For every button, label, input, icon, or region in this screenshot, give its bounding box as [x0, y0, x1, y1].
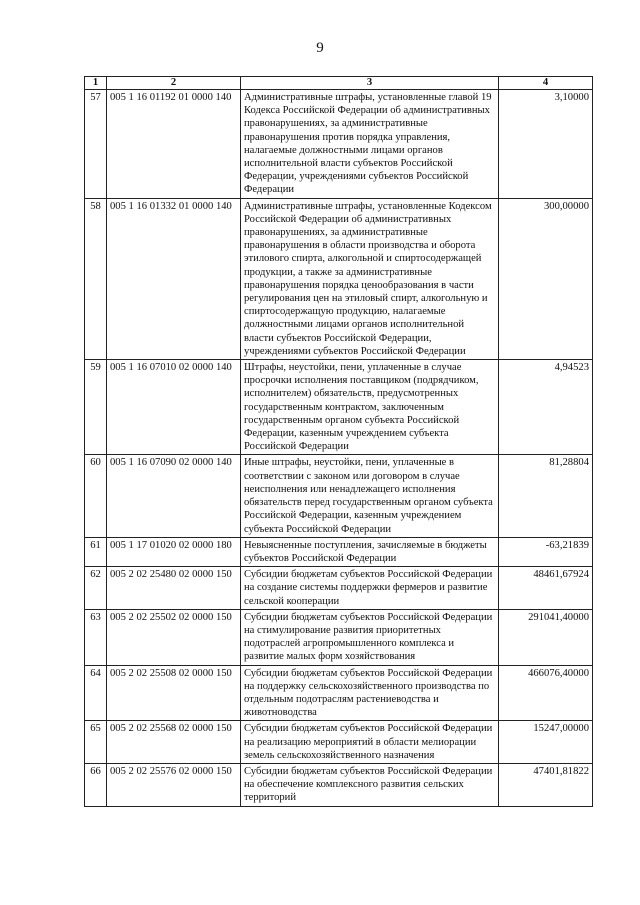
budget-code: 005 2 02 25480 02 0000 150 — [107, 567, 241, 610]
row-number: 58 — [85, 198, 107, 359]
column-header-1: 1 — [85, 77, 107, 90]
table-row — [85, 609, 593, 665]
row-description: Субсидии бюджетам субъектов Российской Федерации на реализацию мероприятий в области мелиорации земель сельскохозяйственного назначения — [241, 721, 499, 764]
budget-code: 005 1 16 07090 02 0000 140 — [107, 455, 241, 537]
table-row — [85, 198, 593, 359]
budget-code: 005 2 02 25568 02 0000 150 — [107, 721, 241, 764]
row-number: 66 — [85, 763, 107, 806]
row-number: 65 — [85, 721, 107, 764]
budget-code: 005 2 02 25502 02 0000 150 — [107, 609, 241, 665]
column-header-2: 2 — [107, 77, 241, 90]
row-description: Субсидии бюджетам субъектов Российской Федерации на создание системы поддержки фермеров и развитие сельской кооперации — [241, 567, 499, 610]
column-header-4: 4 — [499, 77, 593, 90]
row-description: Субсидии бюджетам субъектов Российской Федерации на стимулирование развития приоритетных подотраслей агропромышленного комплекса и развитие малых форм хозяйствования — [241, 609, 499, 665]
row-amount: 291041,40000 — [499, 609, 593, 665]
row-amount: 466076,40000 — [499, 665, 593, 721]
row-description: Административные штрафы, установленные Кодексом Российской Федерации об административных правонарушениях, за административные правонарушения в области производства и оборота этилового спирта, алкогольной и спиртосодержащей продукции, а также за административные правонарушения порядка ценообразования в части регулирования цен на этиловый спирт, алкогольную и спиртосодержащую продукцию, налагаемые должностными лицами органов исполнительной власти субъектов Российской Федерации, учреждениями субъектов Российской Федерации — [241, 198, 499, 359]
table-row — [85, 537, 593, 566]
row-description: Иные штрафы, неустойки, пени, уплаченные в соответствии с законом или договором в случае неисполнения или ненадлежащего исполнения обязательств перед государственным органом субъекта Российской Федерации, казенным учреждением субъекта Российской Федерации — [241, 455, 499, 537]
row-number: 61 — [85, 537, 107, 566]
row-amount: -63,21839 — [499, 537, 593, 566]
budget-code: 005 1 16 01332 01 0000 140 — [107, 198, 241, 359]
row-amount: 3,10000 — [499, 90, 593, 199]
row-number: 57 — [85, 90, 107, 199]
table-row — [85, 360, 593, 455]
column-header-3: 3 — [241, 77, 499, 90]
row-amount: 300,00000 — [499, 198, 593, 359]
row-number: 59 — [85, 360, 107, 455]
row-amount: 4,94523 — [499, 360, 593, 455]
budget-code: 005 2 02 25508 02 0000 150 — [107, 665, 241, 721]
row-number: 60 — [85, 455, 107, 537]
page-number: 9 — [316, 40, 324, 56]
table-row — [85, 763, 593, 806]
revenue-table — [84, 76, 593, 807]
table-row — [85, 455, 593, 537]
budget-code: 005 1 17 01020 02 0000 180 — [107, 537, 241, 566]
budget-code: 005 2 02 25576 02 0000 150 — [107, 763, 241, 806]
budget-code: 005 1 16 01192 01 0000 140 — [107, 90, 241, 199]
row-description: Невыясненные поступления, зачисляемые в бюджеты субъектов Российской Федерации — [241, 537, 499, 566]
row-description: Административные штрафы, установленные главой 19 Кодекса Российской Федерации об административных правонарушениях, за административные правонарушения против порядка управления, налагаемые должностными лицами органов исполнительной власти субъектов Российской Федерации, учреждениями субъектов Российской Федерации — [241, 90, 499, 199]
row-amount: 15247,00000 — [499, 721, 593, 764]
row-number: 62 — [85, 567, 107, 610]
row-number: 64 — [85, 665, 107, 721]
row-description: Штрафы, неустойки, пени, уплаченные в случае просрочки исполнения поставщиком (подрядчиком, исполнителем) обязательств, предусмотренных государственным контрактом, заключенным государственным органом субъекта Российской Федерации, казенным учреждением субъекта Российской Федерации — [241, 360, 499, 455]
row-number: 63 — [85, 609, 107, 665]
table-row — [85, 567, 593, 610]
table-row — [85, 721, 593, 764]
row-amount: 47401,81822 — [499, 763, 593, 806]
row-amount: 81,28804 — [499, 455, 593, 537]
table-header-row — [85, 77, 593, 90]
row-amount: 48461,67924 — [499, 567, 593, 610]
row-description: Субсидии бюджетам субъектов Российской Федерации на обеспечение комплексного развития сельских территорий — [241, 763, 499, 806]
budget-code: 005 1 16 07010 02 0000 140 — [107, 360, 241, 455]
table-row — [85, 90, 593, 199]
row-description: Субсидии бюджетам субъектов Российской Федерации на поддержку сельскохозяйственного производства по отдельным подотраслям растениеводства и животноводства — [241, 665, 499, 721]
table-row — [85, 665, 593, 721]
